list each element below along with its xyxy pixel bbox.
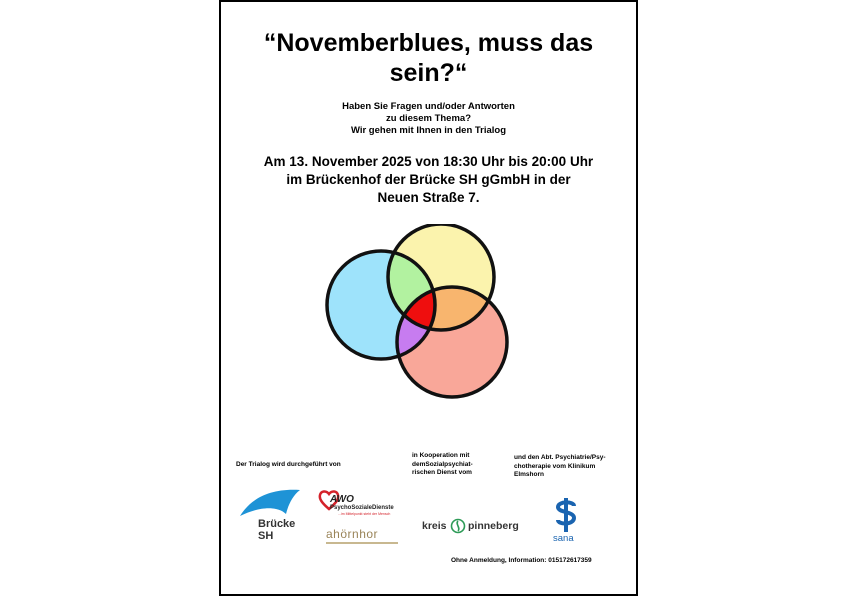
subtitle-line-3: Wir gehen mit Ihnen in den Trialog xyxy=(350,125,507,136)
contact-info: Ohne Anmeldung, Information: 015172617359 xyxy=(451,557,592,564)
awo-logo xyxy=(318,489,408,519)
ahoerhor-underline xyxy=(326,542,398,544)
cooperation-line-2: demSozialpsychiat- xyxy=(412,460,473,468)
event-line-1: Am 13. November 2025 von 18:30 Uhr bis 20:00 Uhr xyxy=(263,154,594,169)
sana-wordmark: sana xyxy=(553,533,574,544)
kreis-pinneberg-logo xyxy=(422,517,522,537)
awo-title: AWO xyxy=(330,494,354,505)
flyer-subtitle xyxy=(221,101,636,137)
clinic-text xyxy=(514,454,606,480)
clinic-line-1: und den Abt. Psychiatrie/Psy- xyxy=(514,454,606,461)
cooperation-line-1: in Kooperation mit xyxy=(412,452,470,459)
title-line-1: “Novemberblues, muss das xyxy=(263,29,594,57)
title-line-2: sein?“ xyxy=(389,59,468,87)
flyer-title xyxy=(221,28,636,88)
kreis-pinneberg-emblem-icon xyxy=(450,518,466,534)
awo-subtitle: PsychoSozialeDienste xyxy=(330,505,394,511)
subtitle-line-2: zu diesem Thema? xyxy=(386,113,471,124)
bruecke-wave-icon xyxy=(238,486,304,518)
clinic-line-2: chotherapie vom Klinikum xyxy=(514,462,596,470)
sana-symbol-icon xyxy=(554,498,578,532)
venn-diagram xyxy=(321,224,511,402)
bruecke-sh-logo xyxy=(238,484,308,542)
cooperation-text xyxy=(412,452,473,478)
sana-logo xyxy=(553,498,583,546)
bruecke-sh-wordmark: Brücke SH xyxy=(258,518,296,542)
ahoerhor-logo xyxy=(326,527,406,549)
ahoerhor-wordmark: ahörnhor xyxy=(326,527,379,541)
kreis-wordmark: kreis xyxy=(422,520,447,532)
partners-intro: Der Trialog wird durchgeführt von xyxy=(236,461,341,468)
cooperation-line-3: rischen Dienst vom xyxy=(412,469,472,476)
clinic-line-3: Elmshorn xyxy=(514,471,544,478)
event-line-2: im Brückenhof der Brücke SH gGmbH in der xyxy=(286,172,571,187)
event-details xyxy=(221,153,636,207)
pinneberg-wordmark: pinneberg xyxy=(468,520,519,532)
awo-tagline: ...im Mittelpunkt steht der Mensch xyxy=(338,512,391,516)
flyer-page xyxy=(219,0,638,596)
subtitle-line-1: Haben Sie Fragen und/oder Antworten xyxy=(342,101,515,112)
event-line-3: Neuen Straße 7. xyxy=(377,190,480,205)
